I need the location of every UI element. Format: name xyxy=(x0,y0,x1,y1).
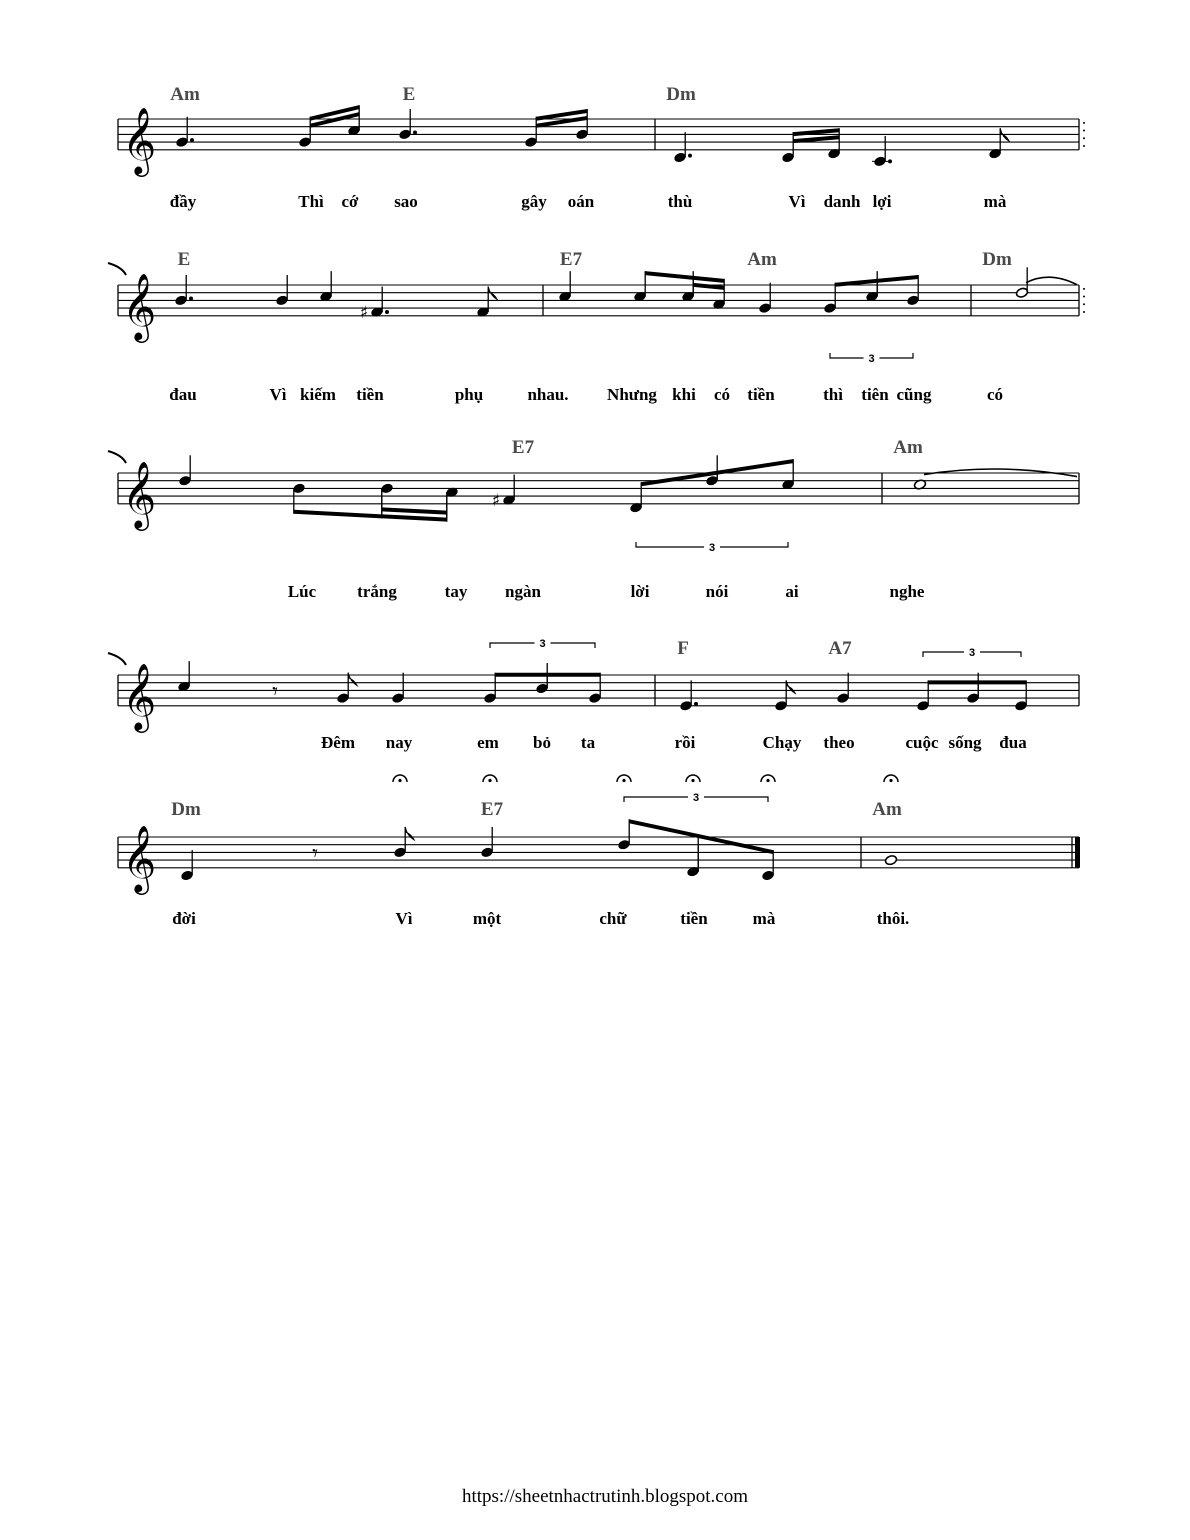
lyric-syllable: gây xyxy=(521,192,547,211)
lyric-syllable: tay xyxy=(444,582,468,601)
lyric-syllable: nhau. xyxy=(527,385,569,404)
lyric-syllable: Vì xyxy=(788,192,806,211)
tuplet-number: 3 xyxy=(692,792,700,804)
lyric-syllable: tiên xyxy=(861,385,889,404)
lyric-syllable: mà xyxy=(752,909,776,928)
lyric-syllable: khi xyxy=(672,385,696,404)
augmentation-dot xyxy=(413,130,417,134)
augmentation-dot xyxy=(189,296,193,300)
lyric-syllable: trắng xyxy=(357,582,397,601)
chord-symbol: E7 xyxy=(480,799,504,820)
note-flag xyxy=(405,827,414,840)
chord-symbol: Am xyxy=(872,799,902,820)
staff-system-3 xyxy=(108,437,1079,601)
beam xyxy=(645,271,724,283)
lyric-syllable: em xyxy=(477,733,499,752)
tie xyxy=(1026,277,1077,285)
treble-clef-icon: 𝄞 xyxy=(122,459,157,528)
fermata-dot xyxy=(622,779,625,782)
lyric-syllable: lời xyxy=(630,582,650,601)
lyric-syllable: đầy xyxy=(169,192,197,211)
tuplet-number: 3 xyxy=(539,638,546,650)
dot xyxy=(1083,303,1085,305)
lyric-syllable: Thì xyxy=(298,192,324,211)
treble-clef-icon: 𝄞 xyxy=(122,661,157,730)
lyric-syllable: tiền xyxy=(356,385,384,404)
lyric-syllable: cũng xyxy=(896,385,932,404)
lyric-syllable: rồi xyxy=(674,733,696,752)
lyric-syllable: chữ xyxy=(599,909,627,928)
lyric-syllable: cớ xyxy=(341,192,359,211)
lyric-syllable: bỏ xyxy=(533,733,551,752)
chord-symbol: E7 xyxy=(511,437,535,458)
lyric-syllable: ta xyxy=(580,733,596,752)
lyric-syllable: ngàn xyxy=(505,582,541,601)
fermata-dot xyxy=(398,779,401,782)
beam xyxy=(928,680,1026,684)
staff-system-4 xyxy=(108,638,1079,752)
beam xyxy=(693,283,724,290)
lyric-syllable: lợi xyxy=(872,192,892,211)
chord-symbol: E xyxy=(402,84,416,105)
lyric-syllable: danh xyxy=(823,192,861,211)
lyric-syllable: có xyxy=(986,385,1004,404)
lyric-syllable: thôi. xyxy=(876,909,910,928)
sharp-icon: ♯ xyxy=(491,490,501,511)
sharp-icon: ♯ xyxy=(359,302,369,323)
staff-system-5 xyxy=(118,775,1080,928)
lyric-syllable: đời xyxy=(172,909,196,928)
chord-symbol: E xyxy=(177,249,191,270)
eighth-rest-icon: 𝄾 xyxy=(312,841,318,867)
chord-symbol: Am xyxy=(170,84,200,105)
lyric-syllable: có xyxy=(713,385,731,404)
lyric-syllable: nay xyxy=(385,733,413,752)
augmentation-dot xyxy=(688,154,692,158)
lyric-syllable: ai xyxy=(785,582,799,601)
dot xyxy=(1083,311,1085,313)
chord-symbol: F xyxy=(677,638,689,659)
augmentation-dot xyxy=(385,310,389,314)
chord-symbol: Am xyxy=(893,437,923,458)
lyric-syllable: Đêm xyxy=(321,733,355,752)
augmentation-dot xyxy=(694,702,698,706)
lyric-syllable: tiền xyxy=(747,385,775,404)
tuplet-number: 3 xyxy=(708,542,716,554)
dot xyxy=(1083,288,1085,290)
chord-symbol: Am xyxy=(747,249,777,270)
lyric-syllable: theo xyxy=(823,733,855,752)
staff-system-2 xyxy=(108,249,1085,404)
lyric-syllable: sao xyxy=(394,192,418,211)
lyric-syllable: mà xyxy=(983,192,1007,211)
dot xyxy=(1083,296,1085,298)
lyric-syllable: kiếm xyxy=(300,385,336,404)
augmentation-dot xyxy=(888,159,892,163)
lyric-syllable: một xyxy=(472,909,502,928)
lyric-syllable: đau xyxy=(169,385,197,404)
lyric-syllable: thì xyxy=(823,385,843,404)
lyric-syllable: Nhưng xyxy=(607,385,657,404)
lyric-syllable: Chạy xyxy=(762,733,802,752)
dot xyxy=(1083,122,1085,124)
final-barline xyxy=(1075,837,1080,868)
lyric-syllable: đua xyxy=(999,733,1027,752)
dot xyxy=(1083,137,1085,139)
tuplet-number: 3 xyxy=(868,353,875,365)
beam xyxy=(382,507,447,514)
chord-symbol: Dm xyxy=(666,84,696,105)
dot xyxy=(1083,145,1085,147)
tuplet-number: 3 xyxy=(968,647,976,659)
fermata-dot xyxy=(691,779,694,782)
note-head xyxy=(884,854,897,865)
lyric-syllable: tiền xyxy=(680,909,708,928)
chord-symbol: Dm xyxy=(982,249,1012,270)
staff-system-1 xyxy=(118,84,1085,211)
treble-clef-icon: 𝄞 xyxy=(122,105,157,174)
lyric-syllable: oán xyxy=(567,192,595,211)
fermata-dot xyxy=(889,779,892,782)
lyric-syllable: thù xyxy=(667,192,693,211)
eighth-rest-icon: 𝄾 xyxy=(272,679,278,705)
lyric-syllable: phụ xyxy=(454,385,484,404)
lyric-syllable: nói xyxy=(705,582,729,601)
lyric-syllable: nghe xyxy=(889,582,925,601)
dot xyxy=(1083,130,1085,132)
fermata-dot xyxy=(766,779,769,782)
treble-clef-icon: 𝄞 xyxy=(122,823,157,892)
footer-url: https://sheetnhactrutinh.blogspot.com xyxy=(461,1486,749,1507)
chord-symbol: E7 xyxy=(559,249,583,270)
lyric-syllable: Lúc xyxy=(287,582,317,601)
fermata-dot xyxy=(488,779,491,782)
treble-clef-icon: 𝄞 xyxy=(122,271,157,340)
lyric-syllable: Vì xyxy=(269,385,287,404)
chord-symbol: A7 xyxy=(828,638,852,659)
lyric-syllable: sống xyxy=(948,733,982,752)
augmentation-dot xyxy=(190,138,194,142)
chord-symbol: Dm xyxy=(171,799,201,820)
lyric-syllable: cuộc xyxy=(905,733,939,752)
lyric-syllable: Vì xyxy=(395,909,413,928)
